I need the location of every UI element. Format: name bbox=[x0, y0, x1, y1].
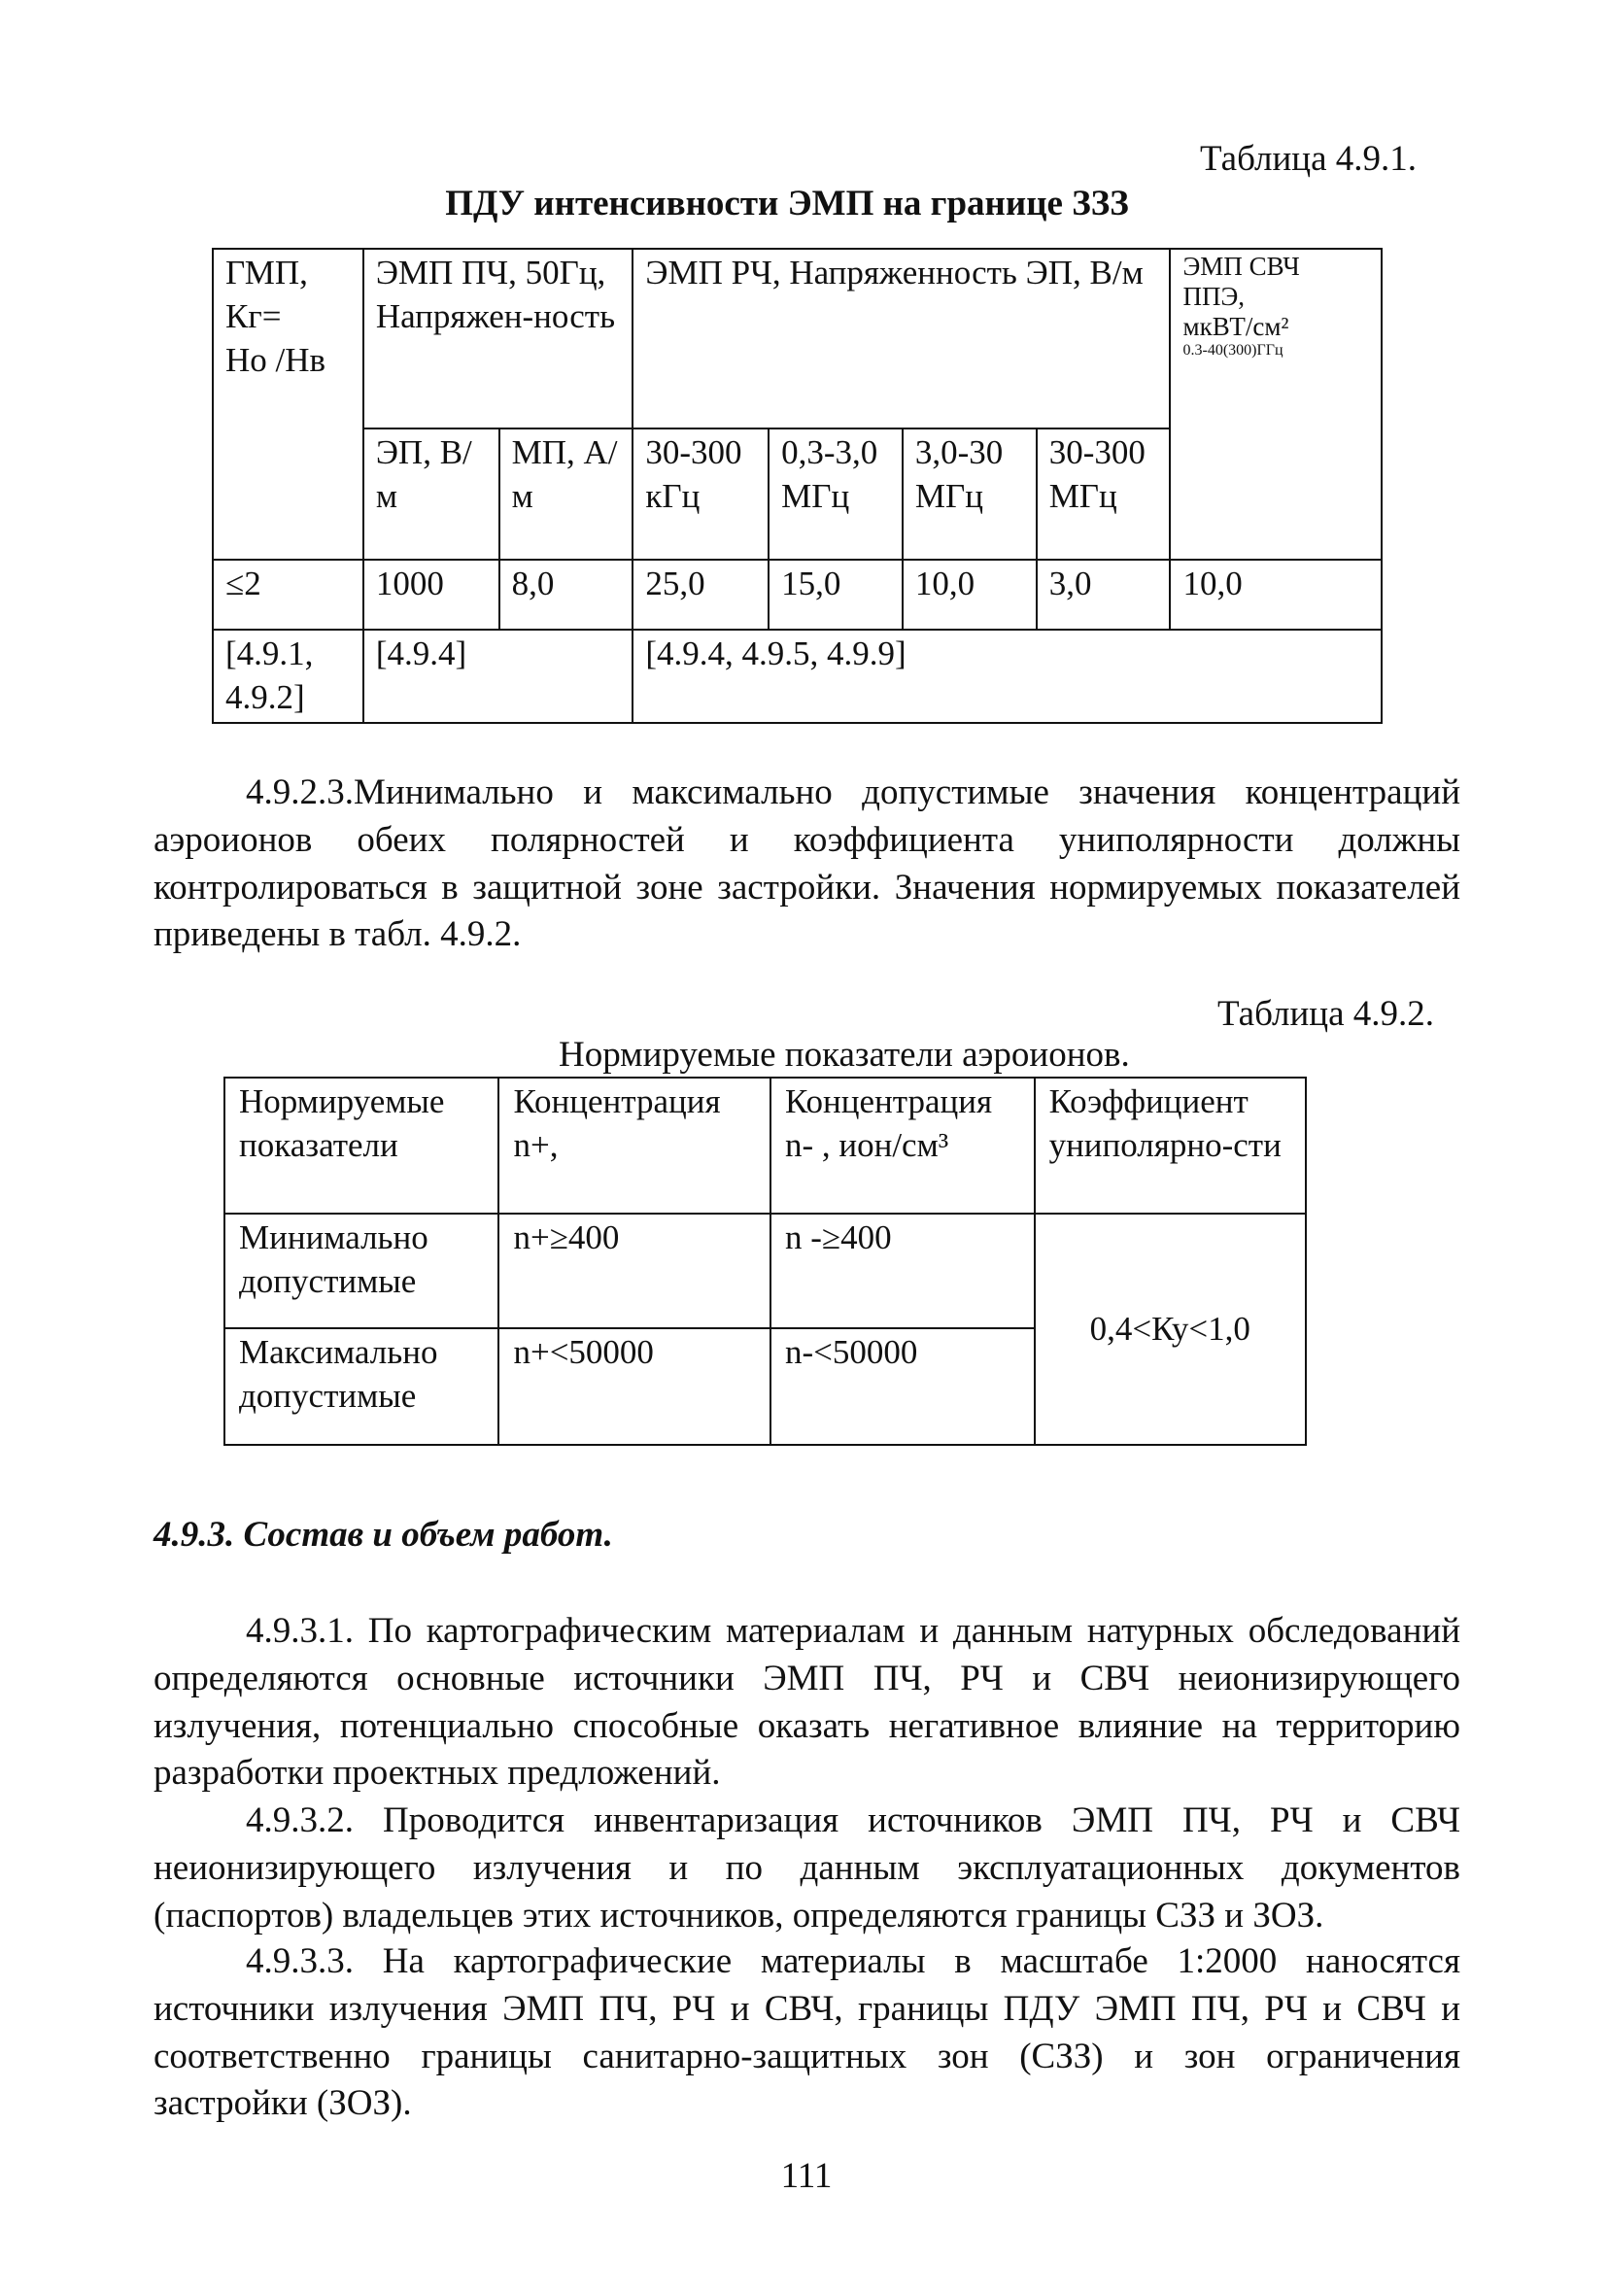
table1-value-gmp: ≤2 bbox=[213, 560, 363, 630]
table2-row-min-minus: n -≥400 bbox=[770, 1214, 1035, 1328]
table1-sub-30-300mhz: 30-300 МГц bbox=[1037, 428, 1171, 560]
table1-value-30-300khz: 25,0 bbox=[633, 560, 769, 630]
table1-ref-pch: [4.9.4] bbox=[363, 630, 633, 723]
svch-line-1: ЭМП СВЧ bbox=[1182, 252, 1300, 281]
table2-row-max-plus: n+<50000 bbox=[498, 1328, 770, 1445]
paragraph-4-9-2-3: 4.9.2.3.Минимально и максимально допустимые значения концентраций аэроионов обеих полярностей и коэффициента униполярности должны контролироваться в защитной зоне застройки. Значения нормируемых показателей приведены в табл. 4.9.2. bbox=[154, 772, 1460, 955]
table2-row-min-label: Минимально допустимые bbox=[224, 1214, 498, 1328]
table1-value-0-3-3mhz: 15,0 bbox=[769, 560, 903, 630]
table2-coefficient-value: 0,4<Ку<1,0 bbox=[1035, 1214, 1306, 1445]
table1-value-30-300mhz: 3,0 bbox=[1037, 560, 1171, 630]
table1-sub-0-3-3mhz: 0,3-3,0 МГц bbox=[769, 428, 903, 560]
table1 bbox=[212, 248, 1383, 724]
table1-sub-ep: ЭП, В/м bbox=[363, 428, 499, 560]
paragraph-4-9-3-3: 4.9.3.3. На картографические материалы в масштабе 1:2000 наносятся источники излучения ЭМП ПЧ, РЧ и СВЧ, границы ПДУ ЭМП ПЧ, РЧ и СВЧ и соответственно границы санитарно-защитных зон (СЗЗ) и зон ограничения застройки (ЗОЗ). bbox=[154, 1941, 1460, 2124]
paragraph-4-9-3-1: 4.9.3.1. По картографическим материалам и данным натурных обследований определяются основные источники ЭМП ПЧ, РЧ и СВЧ неионизирующего излучения, потенциально способные оказать негативное влияние на территорию разработки проектных предложений. bbox=[154, 1611, 1460, 1794]
table2-header-conc-minus: Концентрация n- , ион/см³ bbox=[770, 1078, 1035, 1214]
table1-sub-30-300khz: 30-300 кГц bbox=[633, 428, 769, 560]
svch-line-2: ППЭ, bbox=[1182, 282, 1246, 312]
table1-value-3-30mhz: 10,0 bbox=[903, 560, 1037, 630]
table1-sub-mp: МП, А/м bbox=[499, 428, 633, 560]
table1-header-gmp bbox=[213, 249, 363, 560]
table2-title: Нормируемые показатели аэроионов. bbox=[559, 1035, 1130, 1075]
table2-row-max-minus: n-<50000 bbox=[770, 1328, 1035, 1445]
page-number: 111 bbox=[780, 2156, 833, 2196]
svch-line-3: мкВТ/см² bbox=[1182, 312, 1289, 342]
table1-value-mp: 8,0 bbox=[499, 560, 633, 630]
paragraph-4-9-3-2: 4.9.3.2. Проводится инвентаризация источников ЭМП ПЧ, РЧ и СВЧ неионизирующего излучения и по данным эксплуатационных документов (паспортов) владельцев этих источников, определяются границы СЗЗ и ЗОЗ. bbox=[154, 1800, 1460, 1936]
gmp-line-1: ГМП, bbox=[225, 254, 308, 291]
table2-header-indicators: Нормируемые показатели bbox=[224, 1078, 498, 1214]
table2-row-min-plus: n+≥400 bbox=[498, 1214, 770, 1328]
svch-line-4: 0.3-40(300)ГГц bbox=[1182, 342, 1283, 360]
table1-sub-3-30mhz: 3,0-30 МГц bbox=[903, 428, 1037, 560]
table1-title: ПДУ интенсивности ЭМП на границе ЗЗЗ bbox=[445, 184, 1129, 223]
table1-value-svch: 10,0 bbox=[1170, 560, 1382, 630]
table1-header-emp-pch: ЭМП ПЧ, 50Гц, Напряжен-ность bbox=[363, 249, 633, 428]
table1-ref-gmp: [4.9.1, 4.9.2] bbox=[213, 630, 363, 723]
table2-row-max-label: Максимально допустимые bbox=[224, 1328, 498, 1445]
table2-header-conc-plus: Концентрация n+, bbox=[498, 1078, 770, 1214]
gmp-line-3: Но /Нв bbox=[225, 340, 326, 379]
table2 bbox=[223, 1077, 1307, 1446]
gmp-line-2: Кг= bbox=[225, 296, 282, 335]
table1-caption-number: Таблица 4.9.1. bbox=[1200, 139, 1417, 179]
table2-header-coefficient: Коэффициент униполярно-сти bbox=[1035, 1078, 1306, 1214]
table1-header-emp-svch bbox=[1170, 249, 1382, 560]
table1-header-emp-rch: ЭМП РЧ, Напряженность ЭП, В/м bbox=[633, 249, 1170, 428]
table1-ref-rch: [4.9.4, 4.9.5, 4.9.9] bbox=[633, 630, 1382, 723]
table2-caption-number: Таблица 4.9.2. bbox=[1217, 994, 1434, 1034]
table1-value-ep: 1000 bbox=[363, 560, 499, 630]
section-heading: 4.9.3. Состав и объем работ. bbox=[154, 1515, 613, 1555]
